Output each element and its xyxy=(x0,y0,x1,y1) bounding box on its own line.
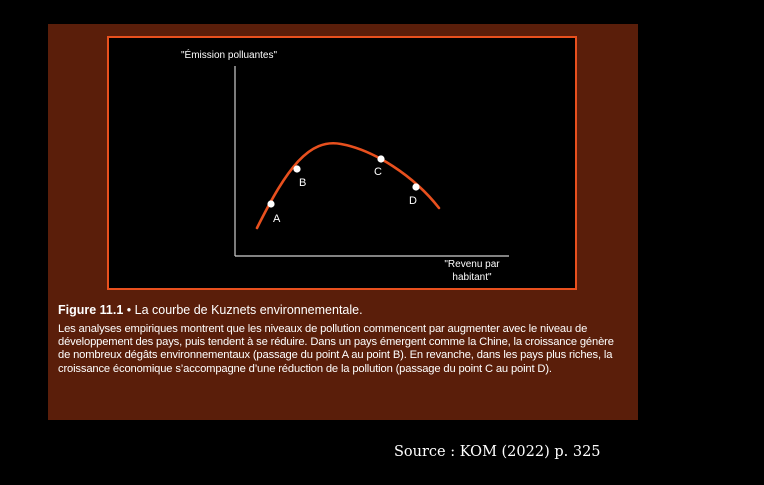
kuznets-curve xyxy=(257,143,439,228)
figure-panel xyxy=(48,24,638,420)
kuznets-diagram xyxy=(109,38,575,288)
x-axis-label-line1: "Revenu par xyxy=(444,259,500,270)
y-axis-label: "Émission polluantes" xyxy=(181,50,278,61)
point-b-marker xyxy=(293,165,300,172)
point-a-label: A xyxy=(273,213,281,225)
point-c-label: C xyxy=(374,166,382,178)
figure-title-line xyxy=(58,303,628,317)
x-axis-label-line2: habitant" xyxy=(452,272,492,283)
source-citation: Source : KOM (2022) p. 325 xyxy=(394,444,601,460)
point-d-marker xyxy=(412,183,419,190)
figure-description: Les analyses empiriques montrent que les niveaux de pollution commencent par augmenter avec le niveau de développement des pays, puis tendent à se réduire. Dans un pays émergent comme la Chine, la croissance génère de nombreux dégâts environnementaux (passage du point A au point B). En revanche, dans les pays plus riches, la croissance économique s’accompagne d’une réduction de la pollution (passage du point C au point D). xyxy=(58,323,614,375)
point-c-marker xyxy=(377,155,384,162)
point-b-label: B xyxy=(299,177,307,189)
figure-caption xyxy=(58,303,628,376)
point-a-marker xyxy=(267,200,274,207)
figure-label: Figure 11.1 xyxy=(58,303,124,317)
figure-title: • La courbe de Kuznets environnementale. xyxy=(123,303,363,317)
point-d-label: D xyxy=(409,195,417,207)
diagram-frame xyxy=(107,36,577,290)
